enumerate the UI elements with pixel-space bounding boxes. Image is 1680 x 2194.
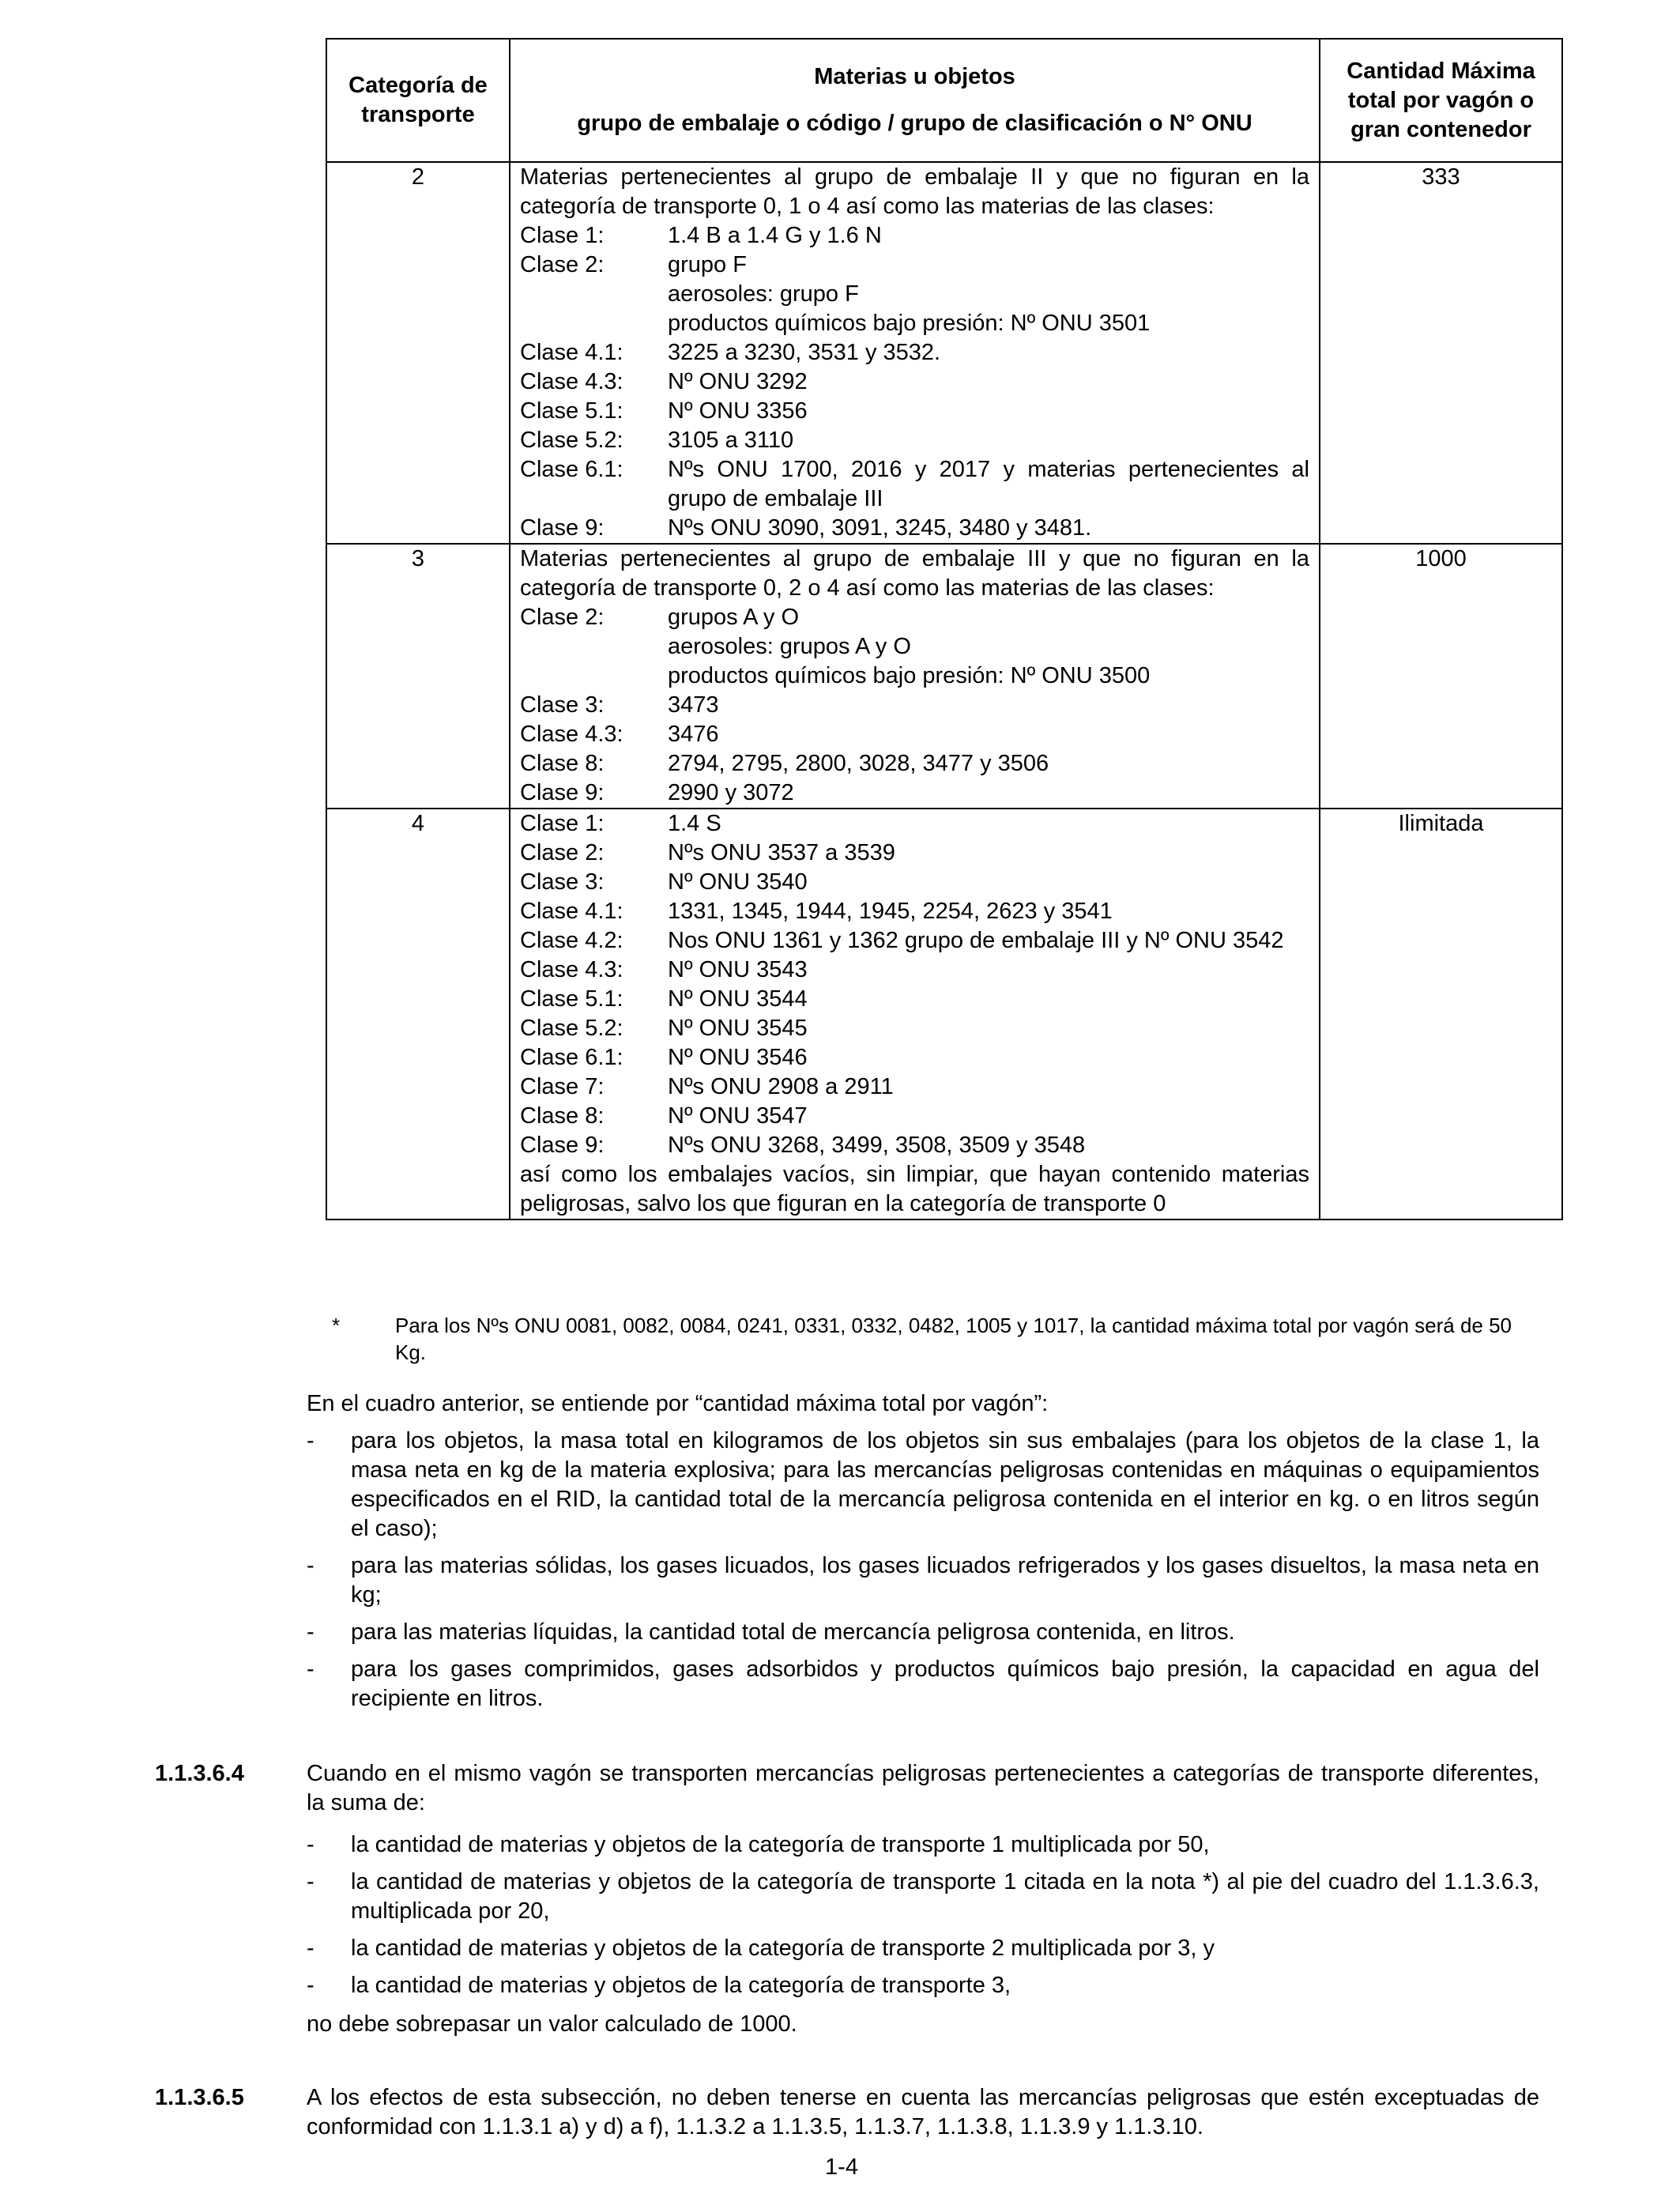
class-value: aerosoles: grupos A y O (668, 634, 911, 659)
class-value: 3476 (668, 722, 719, 747)
class-value: Nº ONU 3546 (668, 1045, 808, 1070)
section-1136-5 (307, 2083, 1539, 2142)
class-label: Clase 6.1: (520, 1045, 623, 1070)
class-value: Nºs ONU 3090, 3091, 3245, 3480 y 3481. (668, 515, 1092, 541)
class-line (520, 368, 1309, 397)
class-value: grupo F (668, 252, 747, 277)
materials-cell (510, 162, 1320, 544)
class-label: Clase 6.1: (520, 457, 623, 482)
definition-intro: En el cuadro anterior, se entiende por “cantidad máxima total por vagón”: (307, 1391, 1049, 1416)
class-line (520, 338, 1309, 368)
class-label: Clase 5.1: (520, 398, 623, 424)
table-row (326, 809, 1562, 1220)
class-line (520, 1014, 1309, 1043)
class-label (520, 662, 668, 691)
section-1136-4-intro: Cuando en el mismo vagón se transporten mercancías peligrosas pertenecientes a categorías de transporte diferentes, la suma de: (307, 1761, 1539, 1815)
list-item-text: para los gases comprimidos, gases adsorbidos y productos químicos bajo presión, la capacidad en agua del recipiente en litros. (351, 1657, 1539, 1711)
list-item (307, 1655, 1539, 1713)
class-label: Clase 4.3: (520, 369, 623, 394)
class-value: Nº ONU 3547 (668, 1103, 808, 1129)
list-item-text: la cantidad de materias y objetos de la categoría de transporte 1 citada en la nota *) al pie del cuadro del 1.1.3.6.3, multiplicada por 20, (351, 1869, 1539, 1924)
list-item (307, 1830, 1539, 1860)
list-dash: - (307, 1936, 315, 1961)
class-line (520, 514, 1309, 543)
class-value: Nº ONU 3543 (668, 957, 808, 982)
class-value: 3473 (668, 692, 719, 718)
class-line (520, 868, 1309, 897)
table-header-row (326, 39, 1562, 162)
class-line (520, 309, 1309, 338)
header-materials (510, 39, 1320, 162)
class-line (520, 809, 1309, 839)
class-line (520, 221, 1309, 251)
class-label: Clase 9: (520, 780, 605, 805)
class-line (520, 749, 1309, 778)
class-value: 2990 y 3072 (668, 780, 794, 805)
class-label: Clase 9: (520, 1133, 605, 1158)
class-line (520, 280, 1309, 309)
class-line (520, 632, 1309, 662)
class-line (520, 839, 1309, 868)
class-line (520, 720, 1309, 749)
class-label: Clase 1: (520, 223, 605, 248)
class-line (520, 662, 1309, 691)
list-item (307, 1427, 1539, 1544)
class-line (520, 1131, 1309, 1160)
page-number: 1-4 (825, 2154, 858, 2180)
header-category: Categoría de transporte (326, 39, 510, 162)
class-label: Clase 4.3: (520, 722, 623, 747)
section-1136-4 (307, 1759, 1539, 2039)
section-number-1136-4: 1.1.3.6.4 (155, 1761, 244, 1786)
class-value: Nºs ONU 1700, 2016 y 2017 y materias pertenecientes al grupo de embalaje III (668, 457, 1309, 511)
category-cell: 4 (326, 809, 510, 1220)
materials-outro: así como los embalajes vacíos, sin limpiar, que hayan contenido materias peligrosas, salvo los que figuran en la categoría de transporte 0 (520, 1162, 1309, 1216)
class-label: Clase 9: (520, 515, 605, 541)
class-value: 1.4 S (668, 811, 721, 836)
class-line (520, 926, 1309, 956)
class-label: Clase 5.2: (520, 428, 623, 453)
header-quantity: Cantidad Máxima total por vagón o gran contenedor (1320, 39, 1562, 162)
class-value: 3225 a 3230, 3531 y 3532. (668, 340, 941, 365)
definition-list (307, 1427, 1539, 1713)
list-item-text: la cantidad de materias y objetos de la categoría de transporte 1 multiplicada por 50, (351, 1832, 1210, 1857)
materials-intro: Materias pertenecientes al grupo de embalaje III y que no figuran en la categoría de transporte 0, 2 o 4 así como las materias de las clases: (520, 546, 1309, 601)
definition-block (307, 1389, 1539, 1721)
list-item-text: para las materias sólidas, los gases licuados, los gases licuados refrigerados y los gases disueltos, la masa neta en kg; (351, 1553, 1539, 1608)
class-label: Clase 5.1: (520, 986, 623, 1012)
class-value: 1331, 1345, 1944, 1945, 2254, 2623 y 3541 (668, 899, 1113, 924)
list-dash: - (307, 1657, 315, 1682)
class-label: Clase 4.1: (520, 899, 623, 924)
quantity-cell: Ilimitada (1320, 809, 1562, 1220)
class-line (520, 455, 1309, 514)
list-dash: - (307, 1973, 315, 1998)
class-value: 3105 a 3110 (668, 428, 794, 453)
table-body (326, 162, 1562, 1220)
class-line (520, 426, 1309, 455)
class-line (520, 1072, 1309, 1102)
class-label (520, 280, 668, 309)
class-label (520, 632, 668, 662)
class-line (520, 1043, 1309, 1072)
section-number-1136-5: 1.1.3.6.5 (155, 2085, 244, 2110)
class-label: Clase 2: (520, 252, 605, 277)
table-row (326, 544, 1562, 809)
class-value: aerosoles: grupo F (668, 281, 859, 307)
class-value: Nº ONU 3356 (668, 398, 808, 424)
class-value: Nº ONU 3292 (668, 369, 808, 394)
class-value: 2794, 2795, 2800, 3028, 3477 y 3506 (668, 751, 1049, 776)
class-value: productos químicos bajo presión: Nº ONU 3501 (668, 311, 1151, 336)
class-label: Clase 5.2: (520, 1016, 623, 1041)
category-cell: 3 (326, 544, 510, 809)
list-item-text: la cantidad de materias y objetos de la categoría de transporte 3, (351, 1973, 1011, 1998)
class-line (520, 1102, 1309, 1131)
class-line (520, 251, 1309, 280)
class-line (520, 603, 1309, 632)
list-item (307, 1868, 1539, 1926)
class-label: Clase 7: (520, 1074, 605, 1099)
class-label: Clase 4.3: (520, 957, 623, 982)
class-label (520, 309, 668, 338)
footnote-text: Para los Nºs ONU 0081, 0082, 0084, 0241, 0331, 0332, 0482, 1005 y 1017, la cantidad máxima total por vagón será de 50 Kg. (395, 1314, 1512, 1364)
class-line (520, 897, 1309, 926)
materials-intro: Materias pertenecientes al grupo de embalaje II y que no figuran en la categoría de transporte 0, 1 o 4 así como las materias de las clases: (520, 164, 1309, 219)
class-value: productos químicos bajo presión: Nº ONU 3500 (668, 663, 1151, 688)
table-footnote (332, 1312, 1533, 1366)
class-label: Clase 4.2: (520, 928, 623, 953)
class-value: 1.4 B a 1.4 G y 1.6 N (668, 223, 882, 248)
transport-category-table (326, 38, 1563, 1220)
class-line (520, 956, 1309, 985)
class-value: Nos ONU 1361 y 1362 grupo de embalaje III y Nº ONU 3542 (668, 928, 1284, 953)
class-value: Nº ONU 3540 (668, 869, 808, 895)
header-materials-line1: Materias u objetos (814, 64, 1015, 89)
class-label: Clase 3: (520, 692, 605, 718)
class-line (520, 985, 1309, 1014)
class-label: Clase 3: (520, 869, 605, 895)
class-line (520, 397, 1309, 426)
section-1136-5-text: A los efectos de esta subsección, no deben tenerse en cuenta las mercancías peligrosas que estén exceptuadas de conformidad con 1.1.3.1 a) y d) a f), 1.1.3.2 a 1.1.3.5, 1.1.3.7, 1.1.3.8, 1.1.3.9 y 1.1.3.10. (307, 2085, 1539, 2139)
footnote-marker: * (332, 1314, 341, 1337)
list-item-text: la cantidad de materias y objetos de la categoría de transporte 2 multiplicada por 3, y (351, 1936, 1215, 1961)
list-dash: - (307, 1553, 315, 1578)
list-dash: - (307, 1619, 315, 1645)
materials-cell (510, 544, 1320, 809)
materials-cell (510, 809, 1320, 1220)
class-label: Clase 8: (520, 1103, 605, 1129)
class-label: Clase 1: (520, 811, 605, 836)
list-dash: - (307, 1428, 315, 1453)
class-value: Nº ONU 3545 (668, 1016, 808, 1041)
quantity-cell: 1000 (1320, 544, 1562, 809)
class-label: Clase 4.1: (520, 340, 623, 365)
class-line (520, 691, 1309, 720)
list-item-text: para los objetos, la masa total en kilogramos de los objetos sin sus embalajes (para los objetos de la clase 1, la masa neta en kg de la materia explosiva; para las mercancías peligrosas contenidas en máquinas o equipamientos especificados en el RID, la cantidad total de la mercancía peligrosa contenida en el interior en kg. o en litros según el caso); (351, 1428, 1539, 1541)
class-value: grupos A y O (668, 605, 800, 630)
list-item-text: para las materias líquidas, la cantidad total de mercancía peligrosa contenida, en litros. (351, 1619, 1235, 1645)
class-value: Nºs ONU 3537 a 3539 (668, 840, 895, 865)
list-dash: - (307, 1832, 315, 1857)
class-label: Clase 2: (520, 840, 605, 865)
category-cell: 2 (326, 162, 510, 544)
list-item (307, 1551, 1539, 1610)
table-row (326, 162, 1562, 544)
header-materials-line2: grupo de embalaje o código / grupo de clasificación o N° ONU (577, 111, 1252, 136)
list-item (307, 1934, 1539, 1963)
list-item (307, 1971, 1539, 2000)
section-1136-4-closing: no debe sobrepasar un valor calculado de 1000. (307, 2011, 797, 2037)
class-value: Nº ONU 3544 (668, 986, 808, 1012)
class-value: Nºs ONU 2908 a 2911 (668, 1074, 894, 1099)
list-dash: - (307, 1869, 315, 1894)
quantity-cell: 333 (1320, 162, 1562, 544)
class-line (520, 778, 1309, 808)
list-item (307, 1618, 1539, 1647)
class-label: Clase 2: (520, 605, 605, 630)
class-value: Nºs ONU 3268, 3499, 3508, 3509 y 3548 (668, 1133, 1086, 1158)
class-label: Clase 8: (520, 751, 605, 776)
section-1136-4-list (307, 1830, 1539, 2000)
